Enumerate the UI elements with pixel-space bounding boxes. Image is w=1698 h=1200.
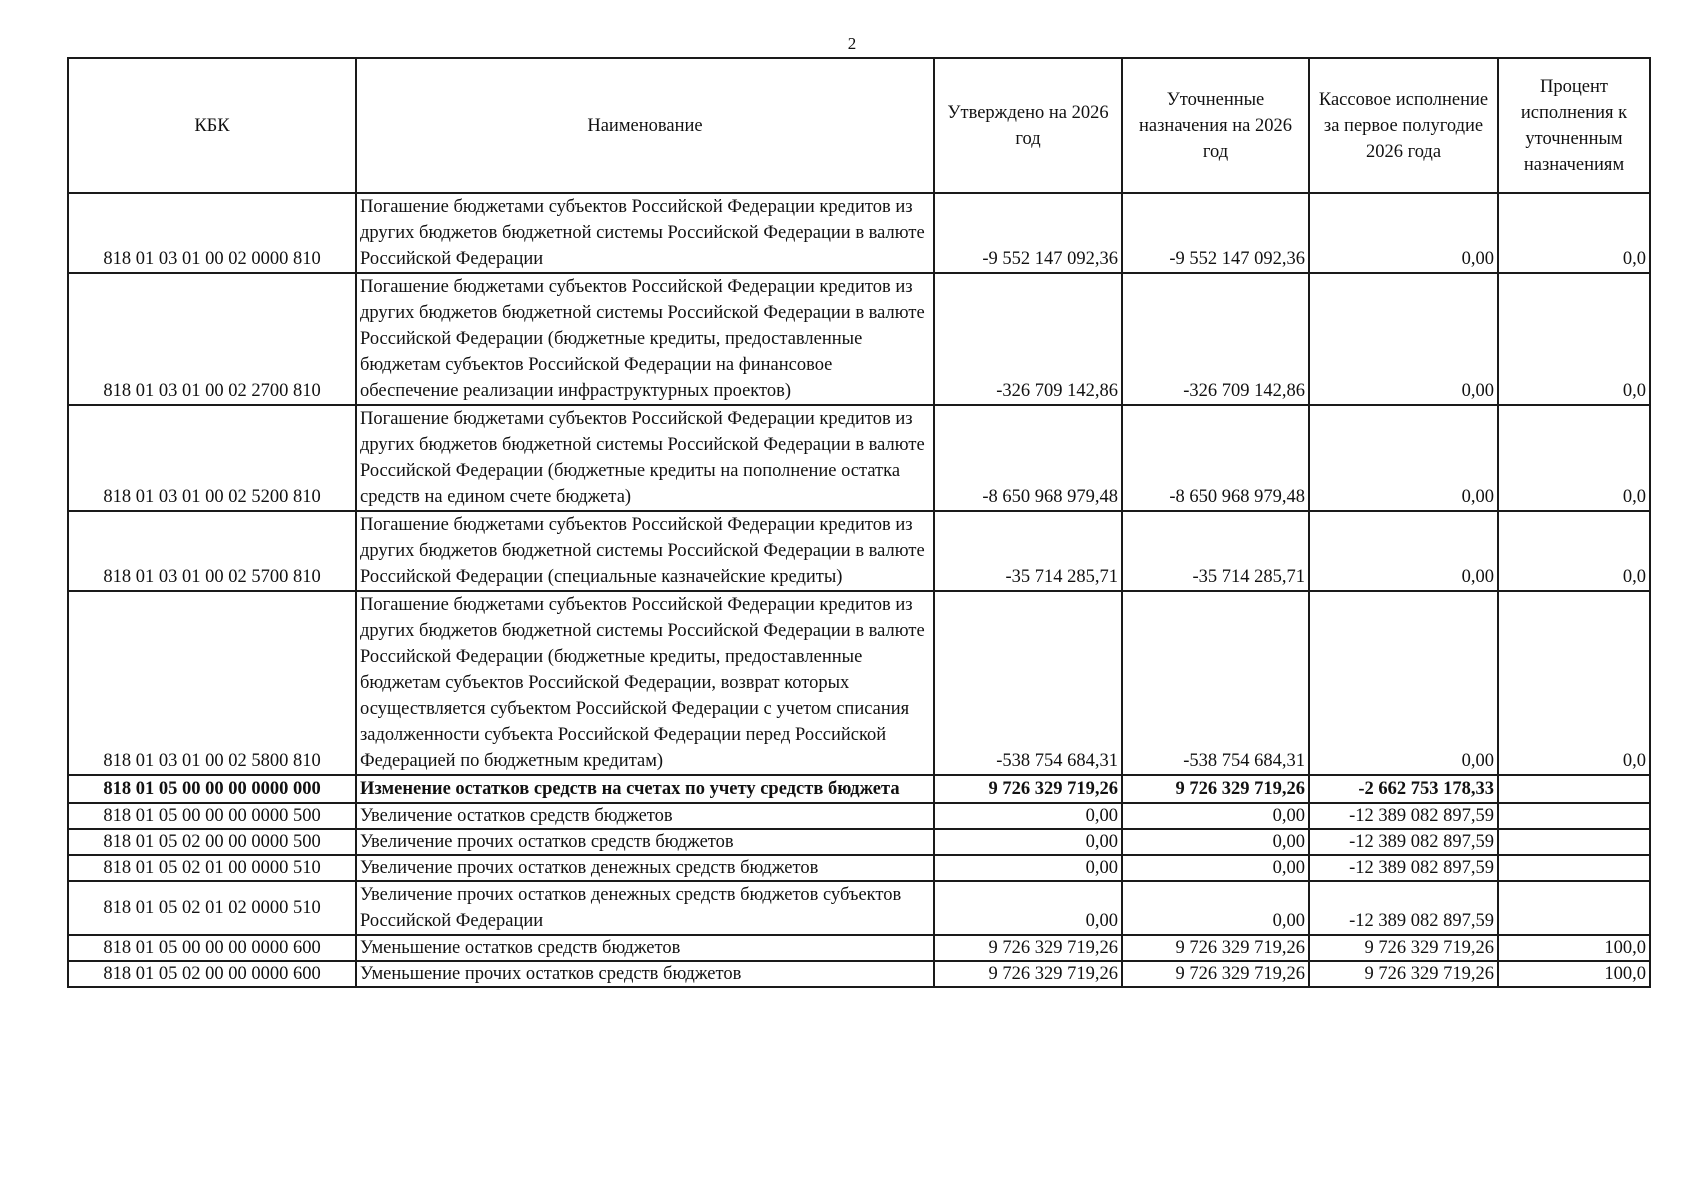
kbk-cell: 818 01 05 00 00 00 0000 600 <box>68 935 356 961</box>
cash-cell: 0,00 <box>1309 273 1498 405</box>
approved-cell: -35 714 285,71 <box>934 511 1122 591</box>
approved-cell: 0,00 <box>934 881 1122 935</box>
revised-cell: 0,00 <box>1122 803 1309 829</box>
revised-cell: -326 709 142,86 <box>1122 273 1309 405</box>
approved-cell: 9 726 329 719,26 <box>934 961 1122 987</box>
percent-cell <box>1498 829 1650 855</box>
cash-cell: 0,00 <box>1309 591 1498 775</box>
percent-cell: 0,0 <box>1498 591 1650 775</box>
percent-cell: 100,0 <box>1498 935 1650 961</box>
table-row <box>68 803 1650 829</box>
table-row <box>68 829 1650 855</box>
approved-cell: 0,00 <box>934 829 1122 855</box>
revised-cell: 0,00 <box>1122 855 1309 881</box>
percent-cell <box>1498 855 1650 881</box>
approved-cell: -8 650 968 979,48 <box>934 405 1122 511</box>
approved-cell: 9 726 329 719,26 <box>934 775 1122 803</box>
name-cell: Изменение остатков средств на счетах по учету средств бюджета <box>356 775 934 803</box>
cash-cell: -2 662 753 178,33 <box>1309 775 1498 803</box>
table-row <box>68 405 1650 511</box>
name-cell: Погашение бюджетами субъектов Российской Федерации кредитов из других бюджетов бюджетной системы Российской Федерации в валюте Российской Федерации (бюджетные кредиты, предоставленные бюджетам субъектов Российской Федерации, возврат которых осуществляется субъектом Российской Федерации с учетом списания задолженности субъекта Российской Федерации перед Российской Федерацией по бюджетным кредитам) <box>356 591 934 775</box>
name-cell: Погашение бюджетами субъектов Российской Федерации кредитов из других бюджетов бюджетной системы Российской Федерации в валюте Российской Федерации (специальные казначейские кредиты) <box>356 511 934 591</box>
kbk-cell: 818 01 03 01 00 02 5200 810 <box>68 405 356 511</box>
table-header-row <box>68 58 1650 193</box>
header-cash-execution: Кассовое исполнение за первое полугодие 2026 года <box>1309 58 1498 193</box>
kbk-cell: 818 01 03 01 00 02 0000 810 <box>68 193 356 273</box>
percent-cell: 0,0 <box>1498 273 1650 405</box>
table-row <box>68 193 1650 273</box>
kbk-cell: 818 01 05 02 01 02 0000 510 <box>68 881 356 935</box>
revised-cell: 9 726 329 719,26 <box>1122 961 1309 987</box>
cash-cell: 9 726 329 719,26 <box>1309 935 1498 961</box>
table-row <box>68 961 1650 987</box>
kbk-cell: 818 01 05 02 00 00 0000 600 <box>68 961 356 987</box>
kbk-cell: 818 01 03 01 00 02 5800 810 <box>68 591 356 775</box>
cash-cell: -12 389 082 897,59 <box>1309 881 1498 935</box>
table-row <box>68 935 1650 961</box>
revised-cell: 9 726 329 719,26 <box>1122 935 1309 961</box>
cash-cell: -12 389 082 897,59 <box>1309 855 1498 881</box>
percent-cell: 0,0 <box>1498 193 1650 273</box>
kbk-cell: 818 01 05 00 00 00 0000 500 <box>68 803 356 829</box>
name-cell: Уменьшение остатков средств бюджетов <box>356 935 934 961</box>
cash-cell: -12 389 082 897,59 <box>1309 829 1498 855</box>
approved-cell: 0,00 <box>934 855 1122 881</box>
percent-cell <box>1498 881 1650 935</box>
name-cell: Уменьшение прочих остатков средств бюджетов <box>356 961 934 987</box>
percent-cell: 100,0 <box>1498 961 1650 987</box>
name-cell: Погашение бюджетами субъектов Российской Федерации кредитов из других бюджетов бюджетной системы Российской Федерации в валюте Российской Федерации (бюджетные кредиты, предоставленные бюджетам субъектов Российской Федерации на финансовое обеспечение реализации инфраструктурных проектов) <box>356 273 934 405</box>
table-row <box>68 855 1650 881</box>
table-row <box>68 881 1650 935</box>
table-row <box>68 511 1650 591</box>
revised-cell: 0,00 <box>1122 881 1309 935</box>
cash-cell: 0,00 <box>1309 405 1498 511</box>
name-cell: Погашение бюджетами субъектов Российской Федерации кредитов из других бюджетов бюджетной системы Российской Федерации в валюте Российской Федерации <box>356 193 934 273</box>
kbk-cell: 818 01 05 02 01 00 0000 510 <box>68 855 356 881</box>
name-cell: Увеличение остатков средств бюджетов <box>356 803 934 829</box>
revised-cell: -538 754 684,31 <box>1122 591 1309 775</box>
name-cell: Погашение бюджетами субъектов Российской Федерации кредитов из других бюджетов бюджетной системы Российской Федерации в валюте Российской Федерации (бюджетные кредиты на пополнение остатка средств на едином счете бюджета) <box>356 405 934 511</box>
name-cell: Увеличение прочих остатков средств бюджетов <box>356 829 934 855</box>
percent-cell <box>1498 775 1650 803</box>
percent-cell: 0,0 <box>1498 405 1650 511</box>
percent-cell: 0,0 <box>1498 511 1650 591</box>
name-cell: Увеличение прочих остатков денежных средств бюджетов субъектов Российской Федерации <box>356 881 934 935</box>
revised-cell: -8 650 968 979,48 <box>1122 405 1309 511</box>
approved-cell: 9 726 329 719,26 <box>934 935 1122 961</box>
kbk-cell: 818 01 03 01 00 02 5700 810 <box>68 511 356 591</box>
revised-cell: -9 552 147 092,36 <box>1122 193 1309 273</box>
cash-cell: -12 389 082 897,59 <box>1309 803 1498 829</box>
revised-cell: -35 714 285,71 <box>1122 511 1309 591</box>
name-cell: Увеличение прочих остатков денежных средств бюджетов <box>356 855 934 881</box>
header-revised: Уточненные назначения на 2026 год <box>1122 58 1309 193</box>
revised-cell: 9 726 329 719,26 <box>1122 775 1309 803</box>
page-number: 2 <box>847 34 857 53</box>
header-name: Наименование <box>356 58 934 193</box>
header-percent: Процент исполнения к уточненным назначениям <box>1498 58 1650 193</box>
table-row <box>68 273 1650 405</box>
budget-table <box>67 57 1651 988</box>
table-row <box>68 591 1650 775</box>
approved-cell: -9 552 147 092,36 <box>934 193 1122 273</box>
header-approved: Утверждено на 2026 год <box>934 58 1122 193</box>
approved-cell: -538 754 684,31 <box>934 591 1122 775</box>
kbk-cell: 818 01 03 01 00 02 2700 810 <box>68 273 356 405</box>
cash-cell: 9 726 329 719,26 <box>1309 961 1498 987</box>
approved-cell: -326 709 142,86 <box>934 273 1122 405</box>
kbk-cell: 818 01 05 02 00 00 0000 500 <box>68 829 356 855</box>
cash-cell: 0,00 <box>1309 193 1498 273</box>
table-row-total <box>68 775 1650 803</box>
kbk-cell: 818 01 05 00 00 00 0000 000 <box>68 775 356 803</box>
approved-cell: 0,00 <box>934 803 1122 829</box>
revised-cell: 0,00 <box>1122 829 1309 855</box>
cash-cell: 0,00 <box>1309 511 1498 591</box>
header-kbk: КБК <box>68 58 356 193</box>
percent-cell <box>1498 803 1650 829</box>
